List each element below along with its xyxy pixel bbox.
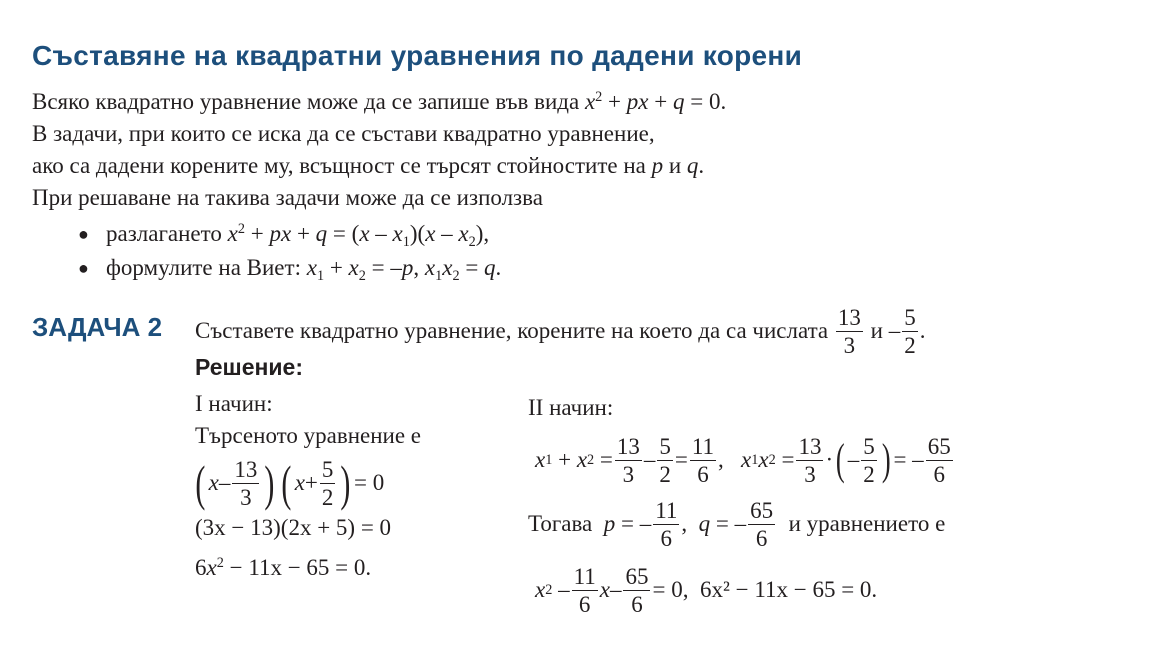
method-1-equation: ( x – $\frac{13}{3}$ ) ( x + $\frac{5}{2}$ ) = 0 bbox=[195, 455, 385, 511]
task-text: Съставете квадратно уравнение, корените на което да са числата bbox=[195, 318, 829, 343]
method-1-frac-2: $\frac{5}{2}$ bbox=[321, 456, 334, 510]
bullet-1-text: разлагането bbox=[106, 221, 222, 246]
method-1-frac-1: $\frac{13}{3}$ bbox=[234, 456, 258, 510]
method-2-title: II начин: bbox=[528, 395, 614, 420]
factorization-formula: $x^2$ + px + $q = (x - x_1)(x - x_2)$, bbox=[227, 221, 490, 250]
bullet-icon: ● bbox=[78, 258, 89, 278]
task-statement: Съставете квадратно уравнение, корените на което да са числата $\frac{13}{3}$ и – $\frac{5}{2}$ . bbox=[195, 304, 926, 358]
bullet-icon: ● bbox=[78, 224, 89, 244]
intro-line-3: ако са дадени корените му, всъщност се търсят стойностите на p и q. bbox=[32, 153, 705, 178]
method-2-vieta-calc: x 1 + x 2 = $\frac{13}{3}$ – $\frac{5}{2}$ = $\frac{11}{6}$ , x 1 x 2 = $\frac{13}{3}$ · ( – $\frac{5}{2}$ ) = – $\frac{65}{6}$ bbox=[535, 433, 951, 487]
task-root-2: $\frac{5}{2}$ bbox=[904, 304, 916, 358]
task-root-1: $\frac{13}{3}$ bbox=[837, 304, 861, 358]
intro-line-3-text: ако са дадени корените му, всъщност се търсят стойностите на bbox=[32, 153, 646, 178]
method-1-line-3: (3x − 13)(2x + 5) = 0 bbox=[195, 515, 392, 540]
general-form-formula: $x^2$ + px + q = 0. bbox=[584, 89, 727, 114]
method-2-pq: Тогава p = – $\frac{11}{6}$ , q = – $\frac{65}{6}$ и уравнението е bbox=[528, 497, 946, 551]
bullet-2-text: формулите на Виет: bbox=[106, 255, 301, 280]
vieta-formula: $x_1 + x_2 = -p$, $x_1x_2 = q$. bbox=[306, 255, 502, 284]
task-and: и bbox=[870, 318, 883, 343]
intro-line-1 bbox=[32, 86, 726, 118]
method-1-title: I начин: bbox=[195, 391, 273, 416]
solution-label: Решение: bbox=[195, 354, 304, 380]
intro-line-3-and: и bbox=[668, 153, 682, 178]
task-label: ЗАДАЧА 2 bbox=[32, 312, 163, 342]
intro-line-1-text: Всяко квадратно уравнение може да се запише във вида bbox=[32, 89, 580, 114]
section-heading: Съставяне на квадратни уравнения по дадени корени bbox=[32, 40, 803, 71]
intro-line-4: При решаване на такива задачи може да се използва bbox=[32, 185, 543, 210]
method-1-line-1: Търсеното уравнение е bbox=[195, 423, 422, 448]
method-2-final-equation: x 2 – $\frac{11}{6}$ x – $\frac{65}{6}$ = 0, 6x² − 11x − 65 = 0. bbox=[535, 563, 878, 617]
method-1-line-4: $6x^2 - 11x - 65 = 0$. bbox=[195, 555, 372, 580]
intro-line-2: В задачи, при които се иска да се състави квадратно уравнение, bbox=[32, 121, 655, 146]
